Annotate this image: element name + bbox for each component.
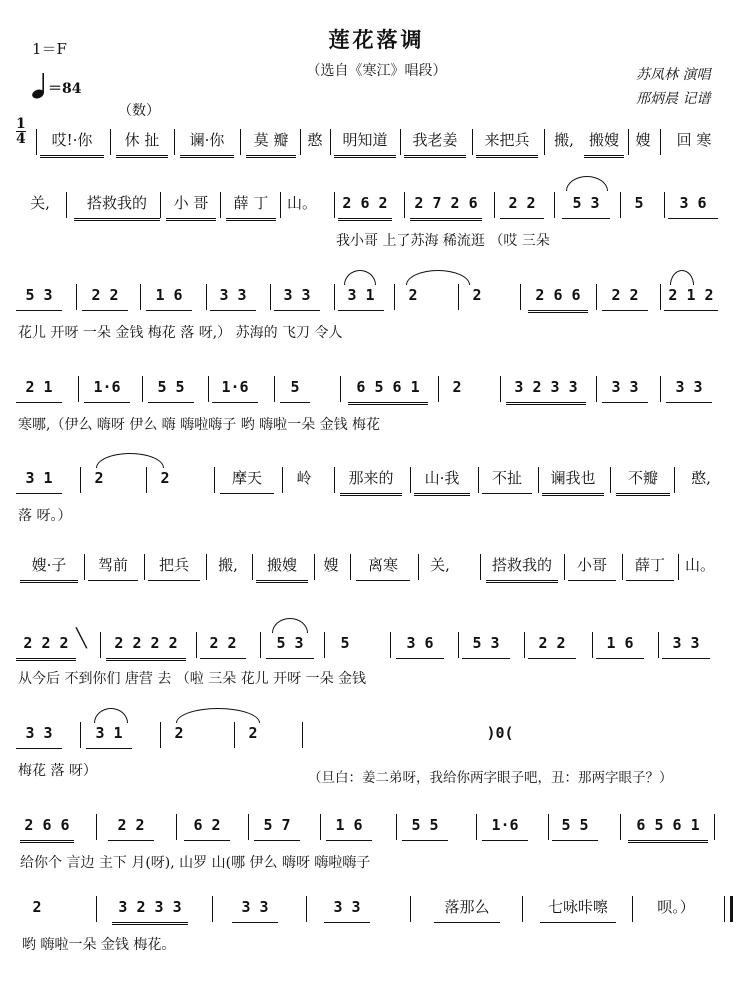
note-cell: 2 2 2 2 <box>106 628 186 661</box>
note-cell: 2 7 2 6 <box>410 188 482 221</box>
bar-line <box>234 722 235 748</box>
lyric-line: 花儿 开呀 一朵 金钱 梅花 落 呀,） 苏海的 飞刀 令人 <box>18 325 343 341</box>
note-cell: 3 3 <box>324 892 370 923</box>
bar-line <box>174 129 175 155</box>
score-row-9 <box>0 810 753 890</box>
word-cell: 不扯 <box>482 463 532 494</box>
bar-line <box>334 192 335 218</box>
bar-line <box>730 896 733 922</box>
word-cell: 回 寒 <box>676 131 712 149</box>
word-cell: 薛 丁 <box>226 188 276 221</box>
bar-line <box>66 192 67 218</box>
bar-line <box>404 192 405 218</box>
bar-line <box>610 467 611 493</box>
note-cell: 2 <box>248 724 258 742</box>
bar-line <box>96 896 97 922</box>
note-cell: 5 3 <box>16 280 62 311</box>
bar-line <box>320 814 321 840</box>
word-cell: 谰我也 <box>542 463 604 496</box>
score-row-8 <box>0 718 753 798</box>
word-cell: 关, <box>430 556 450 574</box>
lyric-line: 落 呀。） <box>18 508 72 524</box>
note-cell: 3 1 <box>338 280 384 311</box>
word-cell: 搬嫂 <box>584 125 624 158</box>
bar-line <box>660 376 661 402</box>
bar-line <box>324 632 325 658</box>
score-row-3 <box>0 280 753 360</box>
note-cell: 2 2 <box>108 810 154 841</box>
bar-line <box>274 376 275 402</box>
word-cell: 小哥 <box>568 550 616 581</box>
bar-line <box>500 376 501 402</box>
bar-line <box>334 467 335 493</box>
key-signature: 1＝F <box>32 40 67 58</box>
bar-line <box>220 192 221 218</box>
bar-line <box>212 896 213 922</box>
slide-mark: ╲ <box>76 628 87 649</box>
note-cell: 1 6 <box>326 810 372 841</box>
bar-line <box>206 554 207 580</box>
bar-line <box>306 896 307 922</box>
note-cell: 3 3 <box>666 372 712 403</box>
note-cell: 5 3 <box>462 628 510 659</box>
lyric-line: 梅花 落 呀） <box>18 763 97 779</box>
lyric-line: 给你个 言边 主下 月(呀), 山罗 山(哪 伊么 嗨呀 嗨啦嗨子 <box>20 855 371 871</box>
bar-line <box>146 467 147 493</box>
bar-line <box>214 467 215 493</box>
note-cell: 3 6 <box>668 188 718 219</box>
bar-line <box>260 632 261 658</box>
word-cell: 呗。） <box>657 898 695 916</box>
bar-line <box>418 554 419 580</box>
bar-line <box>400 129 401 155</box>
note-cell: 3 3 <box>602 372 648 403</box>
word-cell: 谰·你 <box>180 125 234 158</box>
note-cell: 3 2 3 3 <box>506 372 586 405</box>
bar-line <box>592 632 593 658</box>
bar-line <box>270 284 271 310</box>
bar-line <box>438 376 439 402</box>
bar-line <box>300 129 301 155</box>
bar-line <box>596 376 597 402</box>
lyric-line: 寒哪,（伊么 嗨呀 伊么 嗨 嗨啦嗨子 哟 嗨啦一朵 金钱 梅花 <box>18 417 381 433</box>
note-cell: 2 <box>32 898 42 916</box>
lyric-line: 我小哥 上了苏海 稀流逛 （哎 三朵 <box>336 233 550 249</box>
note-cell: 5 7 <box>254 810 300 841</box>
bar-line <box>76 284 77 310</box>
note-cell: 3 2 3 3 <box>112 892 188 925</box>
bar-line <box>410 896 411 922</box>
word-cell: 明知道 <box>334 125 396 158</box>
lyric-line: 从今后 不到你们 唐营 去 （啦 三朵 花儿 开呀 一朵 金钱 <box>18 671 367 687</box>
score-row-2 <box>0 188 753 268</box>
bar-line <box>520 284 521 310</box>
word-cell: 七咏咔嚓 <box>540 892 616 923</box>
note-cell: 3 3 <box>210 280 256 311</box>
note-cell: 3 3 <box>662 628 710 659</box>
word-cell: 关, <box>30 194 50 212</box>
bar-line <box>302 722 303 748</box>
bar-line <box>252 554 253 580</box>
word-cell: 哎!·你 <box>40 125 104 158</box>
bar-line <box>100 632 101 658</box>
bar-line <box>458 632 459 658</box>
bar-line <box>724 896 725 922</box>
note-cell: 1·6 <box>482 810 528 841</box>
bar-line <box>78 376 79 402</box>
bar-line <box>80 722 81 748</box>
bar-line <box>478 467 479 493</box>
bar-line <box>96 814 97 840</box>
bar-line <box>674 467 675 493</box>
transcriber-credit: 邢炳晨 记谱 <box>636 91 711 107</box>
note-cell: 6 2 <box>184 810 230 841</box>
score-row-7 <box>0 628 753 708</box>
bar-line <box>350 554 351 580</box>
word-cell: 嫂·子 <box>20 550 78 583</box>
bar-line <box>282 467 283 493</box>
note-cell: 5 <box>280 372 310 403</box>
bar-line <box>160 192 161 218</box>
note-cell: 1 6 <box>146 280 192 311</box>
word-cell: 离寒 <box>356 550 410 581</box>
word-cell: 不瓣 <box>616 463 670 496</box>
bar-line <box>340 376 341 402</box>
bar-line <box>334 284 335 310</box>
note-cell: 2 1 <box>16 372 62 403</box>
bar-line <box>144 554 145 580</box>
note-cell: 2 2 <box>528 628 576 659</box>
word-cell: 薛丁 <box>626 550 674 581</box>
bar-line <box>522 896 523 922</box>
bar-line <box>564 554 565 580</box>
note-cell: 2 2 2 <box>16 628 76 661</box>
bar-line <box>678 554 679 580</box>
note-cell: 5 5 <box>402 810 448 841</box>
word-cell: 把兵 <box>148 550 200 581</box>
bar-line <box>208 376 209 402</box>
bar-line <box>554 192 555 218</box>
bar-line <box>632 896 633 922</box>
note-cell: 3 1 <box>86 718 132 749</box>
note-cell: 5 5 <box>552 810 598 841</box>
note-cell: 3 3 <box>16 718 62 749</box>
bar-line <box>664 192 665 218</box>
bar-line <box>596 284 597 310</box>
score-row-10 <box>0 892 753 972</box>
note-cell: 2 <box>160 469 170 487</box>
bar-line <box>494 192 495 218</box>
bar-line <box>314 554 315 580</box>
bar-line <box>538 467 539 493</box>
word-cell: 摩天 <box>220 463 274 494</box>
aside-shu: （数） <box>118 103 160 119</box>
bar-line <box>240 129 241 155</box>
lyric-line: 哟 嗨啦一朵 金钱 梅花。 <box>22 937 176 953</box>
note-cell: 2 <box>94 469 104 487</box>
bar-line <box>622 554 623 580</box>
note-cell: 3 6 <box>396 628 444 659</box>
score-row-6 <box>0 550 753 630</box>
tempo-marking: ＝84 <box>48 81 82 97</box>
bar-line <box>628 129 629 155</box>
note-cell: 5 3 <box>266 628 314 659</box>
singer-credit: 苏凤林 演唱 <box>636 67 711 83</box>
word-cell: 搭救我的 <box>74 188 160 221</box>
score-row-4 <box>0 372 753 452</box>
word-cell: 岭 <box>296 469 312 487</box>
word-cell: 落那么 <box>434 892 500 923</box>
note-cell: 2 6 6 <box>528 280 588 313</box>
bar-line <box>140 284 141 310</box>
word-cell: 搬嫂 <box>256 550 308 583</box>
bar-line <box>36 129 37 155</box>
word-cell: 驾前 <box>88 550 138 581</box>
word-cell: 小 哥 <box>166 188 216 221</box>
note-cell: 2 <box>174 724 184 742</box>
note-cell: 6 5 6 1 <box>348 372 428 405</box>
bar-line <box>84 554 85 580</box>
word-cell: 山。 <box>286 194 317 212</box>
word-cell: 山·我 <box>414 463 470 496</box>
note-cell: 1·6 <box>84 372 130 403</box>
note-cell: 2 2 <box>602 280 648 311</box>
note-cell: 2 1 2 <box>664 280 718 311</box>
bar-line <box>544 129 545 155</box>
bar-line <box>476 814 477 840</box>
bar-line <box>410 467 411 493</box>
note-cell: 2 6 6 <box>20 810 74 843</box>
bar-line <box>206 284 207 310</box>
bar-line <box>472 129 473 155</box>
bar-line <box>660 129 661 155</box>
spoken-dialogue: （旦白：姜二弟呀，我给你两字眼子吧，丑：那两字眼子？） <box>308 770 673 786</box>
bar-line <box>176 814 177 840</box>
note-cell: 2 2 <box>82 280 128 311</box>
note-cell: 6 5 6 1 <box>628 810 708 843</box>
bar-line <box>620 192 621 218</box>
song-subtitle: （选自《寒江》唱段） <box>306 63 447 79</box>
word-cell: 山。 <box>684 556 715 574</box>
note-cell: 2 6 2 <box>338 188 392 221</box>
rest-cell: )0( <box>486 724 514 742</box>
word-cell: 嫂 <box>323 556 339 574</box>
word-cell: 休 扯 <box>116 125 168 158</box>
word-cell: 搭救我的 <box>486 550 558 583</box>
bar-line <box>524 632 525 658</box>
bar-line <box>660 284 661 310</box>
word-cell: 搬, <box>218 556 238 574</box>
note-cell: 2 <box>408 286 418 304</box>
bar-line <box>196 632 197 658</box>
bar-line <box>248 814 249 840</box>
bar-line <box>142 376 143 402</box>
note-cell: 1·6 <box>212 372 258 403</box>
time-signature: 1 4 <box>16 116 26 147</box>
word-cell: 嫂 <box>635 131 651 149</box>
note-cell: 1 6 <box>596 628 644 659</box>
note-cell: 3 3 <box>274 280 320 311</box>
bar-line <box>458 284 459 310</box>
bar-line <box>330 129 331 155</box>
bar-line <box>658 632 659 658</box>
bar-line <box>480 554 481 580</box>
word-cell: 我老姜 <box>404 125 466 158</box>
note-cell: 2 2 <box>500 188 544 219</box>
bar-line <box>396 814 397 840</box>
note-cell: 3 1 <box>16 463 62 494</box>
note-cell: 5 <box>634 194 644 212</box>
note-cell: 2 2 <box>200 628 246 659</box>
word-cell: 憨, <box>691 469 711 487</box>
note-cell: 2 <box>472 286 482 304</box>
bar-line <box>548 814 549 840</box>
note-cell: 5 <box>340 634 350 652</box>
bar-line <box>280 192 281 218</box>
bar-line <box>110 129 111 155</box>
song-title: 莲花落调 <box>328 28 425 52</box>
word-cell: 搬, <box>554 131 574 149</box>
score-row-5 <box>0 463 753 543</box>
note-cell: 5 3 <box>562 188 610 219</box>
word-cell: 那来的 <box>340 463 402 496</box>
bar-line <box>160 722 161 748</box>
word-cell: 憨 <box>307 131 323 149</box>
bar-line <box>714 814 715 840</box>
note-cell: 5 5 <box>148 372 194 403</box>
bar-line <box>80 467 81 493</box>
bar-line <box>390 632 391 658</box>
note-cell: 3 3 <box>232 892 278 923</box>
word-cell: 来把兵 <box>476 125 538 158</box>
bar-line <box>620 814 621 840</box>
note-cell: 2 <box>452 378 462 396</box>
bar-line <box>394 284 395 310</box>
word-cell: 莫 瓣 <box>246 125 296 158</box>
